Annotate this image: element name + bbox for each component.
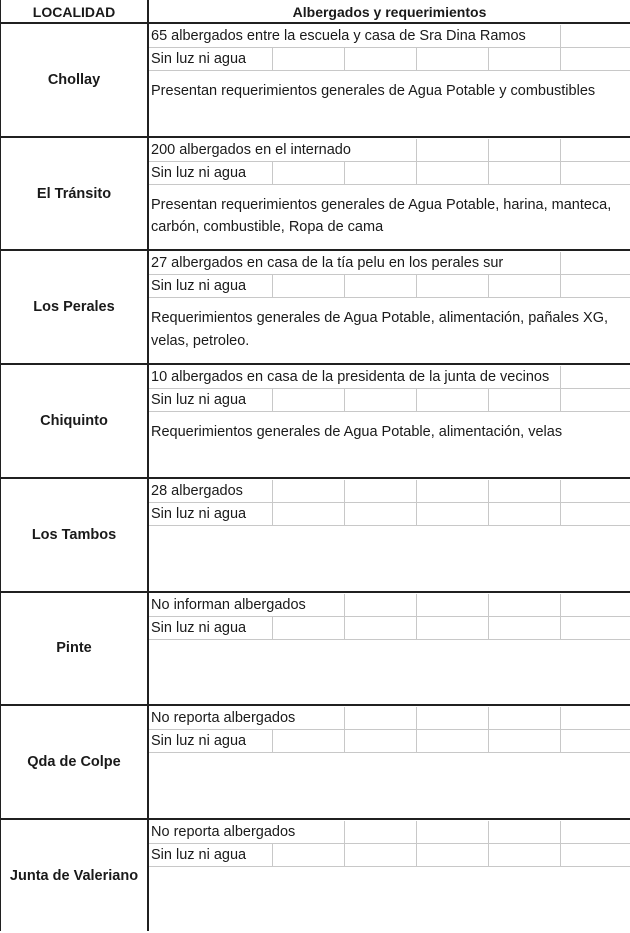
- cell-gridline: [560, 707, 561, 752]
- cell-gridline: [416, 139, 417, 184]
- localidad-name: El Tránsito: [36, 185, 112, 202]
- servicios-text: Sin luz ni agua: [151, 617, 248, 639]
- cell-gridline: [488, 821, 489, 866]
- servicios-text: Sin luz ni agua: [151, 162, 248, 184]
- servicios-text: Sin luz ni agua: [151, 389, 248, 411]
- albergados-text: 65 albergados entre la escuela y casa de Sra Dina Ramos: [151, 25, 528, 47]
- albergados-text: No informan albergados: [151, 594, 308, 616]
- cell-gridline: [416, 480, 417, 525]
- servicios-text: Sin luz ni agua: [151, 844, 248, 866]
- albergados-text: No reporta albergados: [151, 707, 297, 729]
- albergados-text: 28 albergados: [151, 480, 245, 502]
- cell-gridline: [272, 480, 273, 525]
- cell-gridline: [416, 707, 417, 752]
- localidad-name: Los Perales: [33, 299, 115, 316]
- row-gridline: [149, 639, 630, 640]
- cell-gridline: [488, 139, 489, 184]
- localidad-name: Qda de Colpe: [27, 754, 121, 771]
- albergados-text: 10 albergados en casa de la presidenta de la junta de vecinos: [151, 366, 551, 388]
- servicios-text: Sin luz ni agua: [151, 503, 248, 525]
- cell-gridline: [344, 480, 345, 525]
- header-albergados: Albergados y requerimientos: [292, 4, 487, 20]
- row-gridline: [149, 70, 630, 71]
- cell-gridline: [416, 594, 417, 639]
- localidad-name: Junta de Valeriano: [9, 867, 139, 884]
- row-gridline: [149, 525, 630, 526]
- cell-gridline: [560, 139, 561, 184]
- cell-gridline: [560, 25, 561, 70]
- albergados-text: 27 albergados en casa de la tía pelu en los perales sur: [151, 252, 505, 274]
- cell-gridline: [488, 594, 489, 639]
- albergados-text: No reporta albergados: [151, 821, 297, 843]
- header-localidad: LOCALIDAD: [32, 4, 116, 20]
- albergados-text: 200 albergados en el internado: [151, 139, 353, 161]
- cell-gridline: [560, 821, 561, 866]
- cell-gridline: [344, 594, 345, 639]
- cell-gridline: [488, 480, 489, 525]
- row-gridline: [149, 411, 630, 412]
- requerimientos-text: Presentan requerimientos generales de Agua Potable, harina, manteca, carbón, combustible, Ropa de cama: [151, 196, 612, 236]
- localidad-name: Los Tambos: [31, 526, 117, 543]
- cell-gridline: [560, 480, 561, 525]
- cell-gridline: [344, 707, 345, 752]
- requerimientos-text: Requerimientos generales de Agua Potable, alimentación, velas: [151, 424, 563, 441]
- cell-gridline: [560, 252, 561, 297]
- requerimientos-text: Requerimientos generales de Agua Potable, alimentación, pañales XG, velas, petroleo.: [151, 310, 609, 349]
- cell-gridline: [560, 594, 561, 639]
- cell-gridline: [560, 366, 561, 411]
- localidad-name: Chollay: [47, 71, 101, 88]
- servicios-text: Sin luz ni agua: [151, 730, 248, 752]
- row-gridline: [149, 866, 630, 867]
- cell-gridline: [416, 821, 417, 866]
- cell-gridline: [488, 707, 489, 752]
- requerimientos-text: Presentan requerimientos generales de Agua Potable y combustibles: [151, 83, 596, 99]
- servicios-text: Sin luz ni agua: [151, 48, 248, 70]
- localidad-name: Pinte: [56, 640, 92, 657]
- row-gridline: [149, 752, 630, 753]
- servicios-text: Sin luz ni agua: [151, 275, 248, 297]
- cell-gridline: [344, 821, 345, 866]
- row-gridline: [149, 297, 630, 298]
- row-gridline: [149, 184, 630, 185]
- localidad-name: Chiquinto: [40, 412, 108, 429]
